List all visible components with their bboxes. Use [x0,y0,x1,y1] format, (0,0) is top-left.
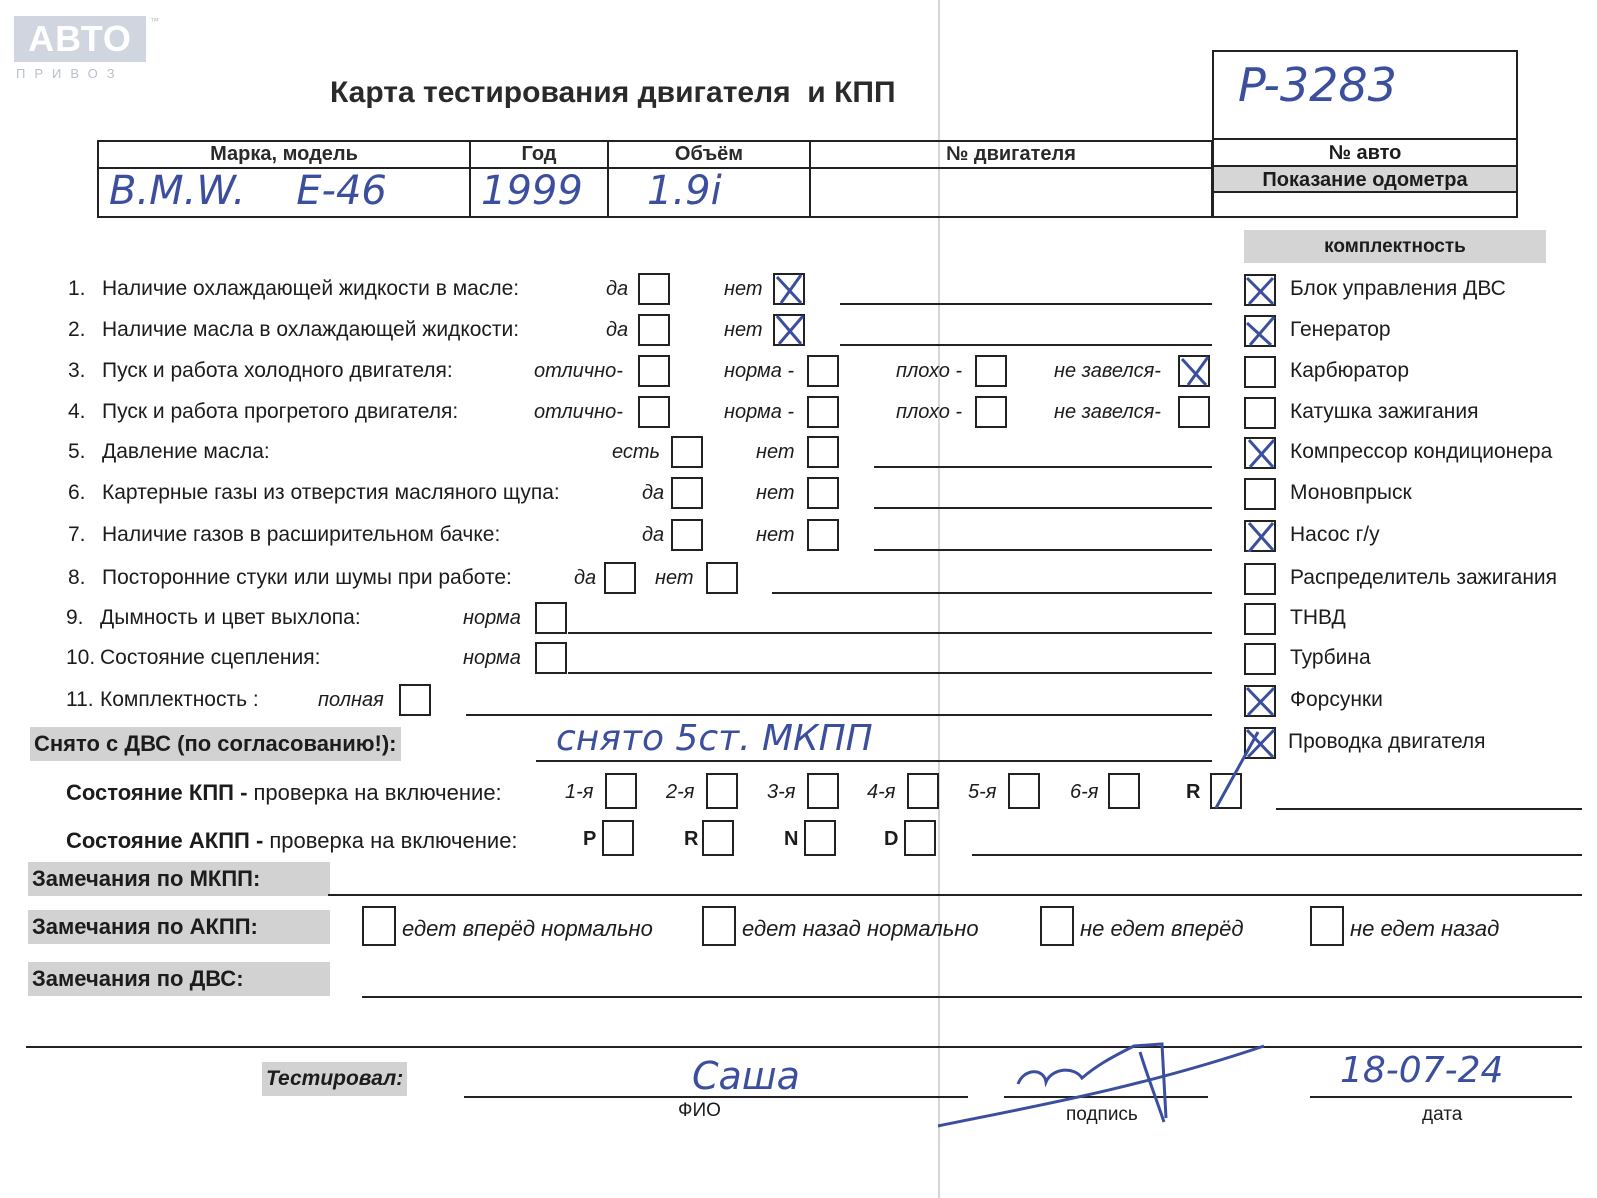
date-line [1310,1096,1572,1098]
gear-label: R [1186,781,1201,803]
option-label: норма - [724,360,795,382]
question-number: 6. [68,481,86,504]
checkbox[interactable] [807,355,839,387]
checkbox[interactable] [604,562,636,594]
x-mark-icon [1244,315,1276,347]
answer-line [536,760,1212,762]
option-label: да [606,278,629,300]
checkbox[interactable] [807,396,839,428]
option-label: не завелся- [1054,401,1161,423]
checkbox[interactable] [1244,603,1276,635]
checkbox[interactable] [535,642,567,674]
option-label: отлично- [534,401,623,423]
option-label: плохо - [896,360,963,382]
answer-line [840,344,1212,346]
year-cell [471,142,609,216]
gear-checkbox[interactable] [904,820,936,856]
volume-label: Объём [609,142,809,169]
avto-number-value: P-3283 [1238,58,1397,112]
checkbox[interactable] [671,519,703,551]
option-label: отлично- [534,360,623,382]
question-number: 5. [68,440,86,463]
gear-label: N [784,828,799,850]
gear-checkbox[interactable] [706,773,738,809]
option-label: да [606,319,629,341]
komplekt-item: Проводка двигателя [1288,730,1486,753]
option-label: полная [318,689,384,711]
question-text: Картерные газы из отверстия масляного щупа: [102,481,560,504]
question-number: 8. [68,566,86,589]
answer-line [772,592,1212,594]
question-text: Пуск и работа холодного двигателя: [102,359,453,382]
question-text: Дымность и цвет выхлопа: [100,606,361,629]
question-number: 9. [66,606,84,629]
akpp-label-rest: проверка на включение: [263,828,518,853]
answer-line [568,632,1212,634]
akpp-label [66,828,518,854]
komplekt-item: Распределитель зажигания [1290,566,1558,589]
gear-label: 6-я [1070,781,1099,803]
odometer-label: Показание одометра [1214,165,1516,193]
logo-trademark: ™ [150,16,159,26]
kpp-label-bold: Состояние КПП - [66,780,248,805]
komplekt-item: Насос г/у [1290,523,1380,546]
question-text: Наличие газов в расширительном бачке: [102,523,501,546]
answer-line [328,894,1582,896]
gear-label: 1-я [565,781,594,803]
option-label: да [574,567,597,589]
checkbox[interactable] [975,396,1007,428]
model-cell [99,142,471,216]
volume-cell [609,142,811,216]
logo-word: АВТО [28,18,132,59]
checkbox[interactable] [638,273,670,305]
x-mark-icon [773,273,805,305]
checkbox[interactable] [638,314,670,346]
logo [14,16,159,86]
answer-line [874,507,1212,509]
gear-label: D [884,828,899,850]
fio-value: Саша [692,1054,800,1098]
komplekt-item: Катушка зажигания [1290,400,1479,423]
question-text: Комплектность : [100,688,259,711]
avto-number-box [1212,50,1518,218]
gear-checkbox[interactable] [602,820,634,856]
x-mark-icon [1244,274,1276,306]
x-mark-icon [1244,437,1276,469]
logo-subtitle: ПРИВОЗ [16,66,124,81]
checkbox[interactable] [1244,563,1276,595]
checkbox[interactable] [535,602,567,634]
kpp-label [66,780,502,806]
checkbox[interactable] [706,562,738,594]
option-label: едет вперёд нормально [402,916,653,941]
remarks-akpp-label: Замечания по АКПП: [28,910,330,944]
komplekt-item: Турбина [1290,646,1371,669]
gear-label: 3-я [767,781,796,803]
komplekt-title: комплектность [1244,230,1546,263]
vehicle-header-table [97,140,1213,218]
option-label: не завелся- [1054,360,1161,382]
question-text: Давление масла: [102,440,270,463]
question-text: Состояние сцепления: [100,646,321,669]
option-label: есть [612,441,661,463]
checkbox[interactable] [1244,356,1276,388]
year-label: Год [471,142,607,169]
checkbox[interactable] [1244,478,1276,510]
checkbox[interactable] [975,355,1007,387]
checkbox[interactable] [399,684,431,716]
checkbox[interactable] [1244,397,1276,429]
answer-line [568,672,1212,674]
answer-line [972,854,1582,856]
option-label: норма [463,647,521,669]
komplekt-item: Карбюратор [1290,359,1410,382]
option-label: не едет назад [1350,916,1500,941]
option-label: плохо - [896,401,963,423]
gear-checkbox[interactable] [1008,773,1040,809]
gear-label: R [684,828,699,850]
question-number: 1. [68,277,86,300]
gear-label: 5-я [968,781,997,803]
checkbox[interactable] [1310,906,1344,946]
checkbox[interactable] [807,477,839,509]
answer-line [466,714,1212,716]
removed-value: снято 5ст. МКПП [556,718,873,759]
komplekt-item: Компрессор кондиционера [1290,440,1553,463]
answer-line [840,303,1212,305]
page-title: Карта тестирования двигателя и КПП [330,76,896,109]
gear-checkbox[interactable] [1108,773,1140,809]
gear-checkbox[interactable] [907,773,939,809]
gear-label: 2-я [666,781,695,803]
question-number: 2. [68,318,86,341]
checkbox[interactable] [638,396,670,428]
date-value: 18-07-24 [1340,1050,1504,1091]
fio-label: ФИО [678,1100,721,1121]
avto-number-label: № авто [1214,138,1516,167]
question-text: Наличие охлаждающей жидкости в масле: [102,277,520,300]
akpp-label-bold: Состояние АКПП - [66,828,264,853]
question-text: Пуск и работа прогретого двигателя: [102,400,459,423]
komplekt-item: ТНВД [1290,606,1346,629]
gear-checkbox[interactable] [807,773,839,809]
option-label: да [642,524,665,546]
option-label: едет назад нормально [742,916,979,941]
question-number: 3. [68,359,86,382]
option-label: нет [724,319,763,341]
date-label: дата [1422,1104,1463,1125]
checkbox[interactable] [1178,396,1210,428]
gear-checkbox[interactable] [605,773,637,809]
question-number: 4. [68,400,86,423]
gear-checkbox[interactable] [702,820,734,856]
answer-line [26,1046,1582,1048]
option-label: нет [724,278,763,300]
answer-line [874,549,1212,551]
question-number: 10. [66,646,96,669]
checkbox[interactable] [1244,643,1276,675]
question-number: 7. [68,523,86,546]
engine-number-cell [811,142,1211,216]
model-label: Марка, модель [99,142,469,169]
year-value: 1999 [481,168,583,214]
kpp-label-rest: проверка на включение: [247,780,502,805]
checkbox[interactable] [638,355,670,387]
question-number: 11. [66,688,94,711]
option-label: нет [756,524,795,546]
option-label: не едет вперёд [1080,916,1244,941]
komplekt-item: Моновпрыск [1290,481,1412,504]
signature-label: подпись [1066,1104,1138,1125]
option-label: нет [655,567,694,589]
checkbox[interactable] [807,519,839,551]
x-mark-icon [1244,520,1276,552]
komplekt-item: Генератор [1290,318,1391,341]
answer-line [1276,808,1582,810]
checkbox[interactable] [1040,906,1074,946]
checkbox[interactable] [671,477,703,509]
checkbox[interactable] [807,436,839,468]
komplekt-item: Блок управления ДВС [1290,277,1506,300]
option-label: норма - [724,401,795,423]
answer-line [874,466,1212,468]
remarks-dvs-label: Замечания по ДВС: [28,962,330,996]
komplekt-item: Форсунки [1290,688,1383,711]
engine-number-label: № двигателя [811,142,1211,169]
removed-label: Снято с ДВС (по согласованию!): [30,727,401,761]
x-mark-icon [1178,355,1210,387]
option-label: нет [756,482,795,504]
question-text: Наличие масла в охлаждающей жидкости: [102,318,520,341]
gear-checkbox[interactable] [804,820,836,856]
checkbox[interactable] [671,436,703,468]
stroke-mark-icon [1210,730,1260,810]
remarks-mkpp-label: Замечания по МКПП: [28,862,330,896]
x-mark-icon [773,314,805,346]
answer-line [362,996,1582,998]
gear-label: 4-я [867,781,896,803]
gear-label: P [583,828,597,850]
option-label: норма [463,607,521,629]
option-label: нет [756,441,795,463]
checkbox[interactable] [362,906,396,946]
model-value: B.M.W. E-46 [109,168,387,214]
checkbox[interactable] [702,906,736,946]
tested-label: Тестировал: [262,1062,407,1096]
volume-value: 1.9i [647,168,722,214]
question-text: Посторонние стуки или шумы при работе: [102,566,512,589]
x-mark-icon [1244,685,1276,717]
option-label: да [642,482,665,504]
